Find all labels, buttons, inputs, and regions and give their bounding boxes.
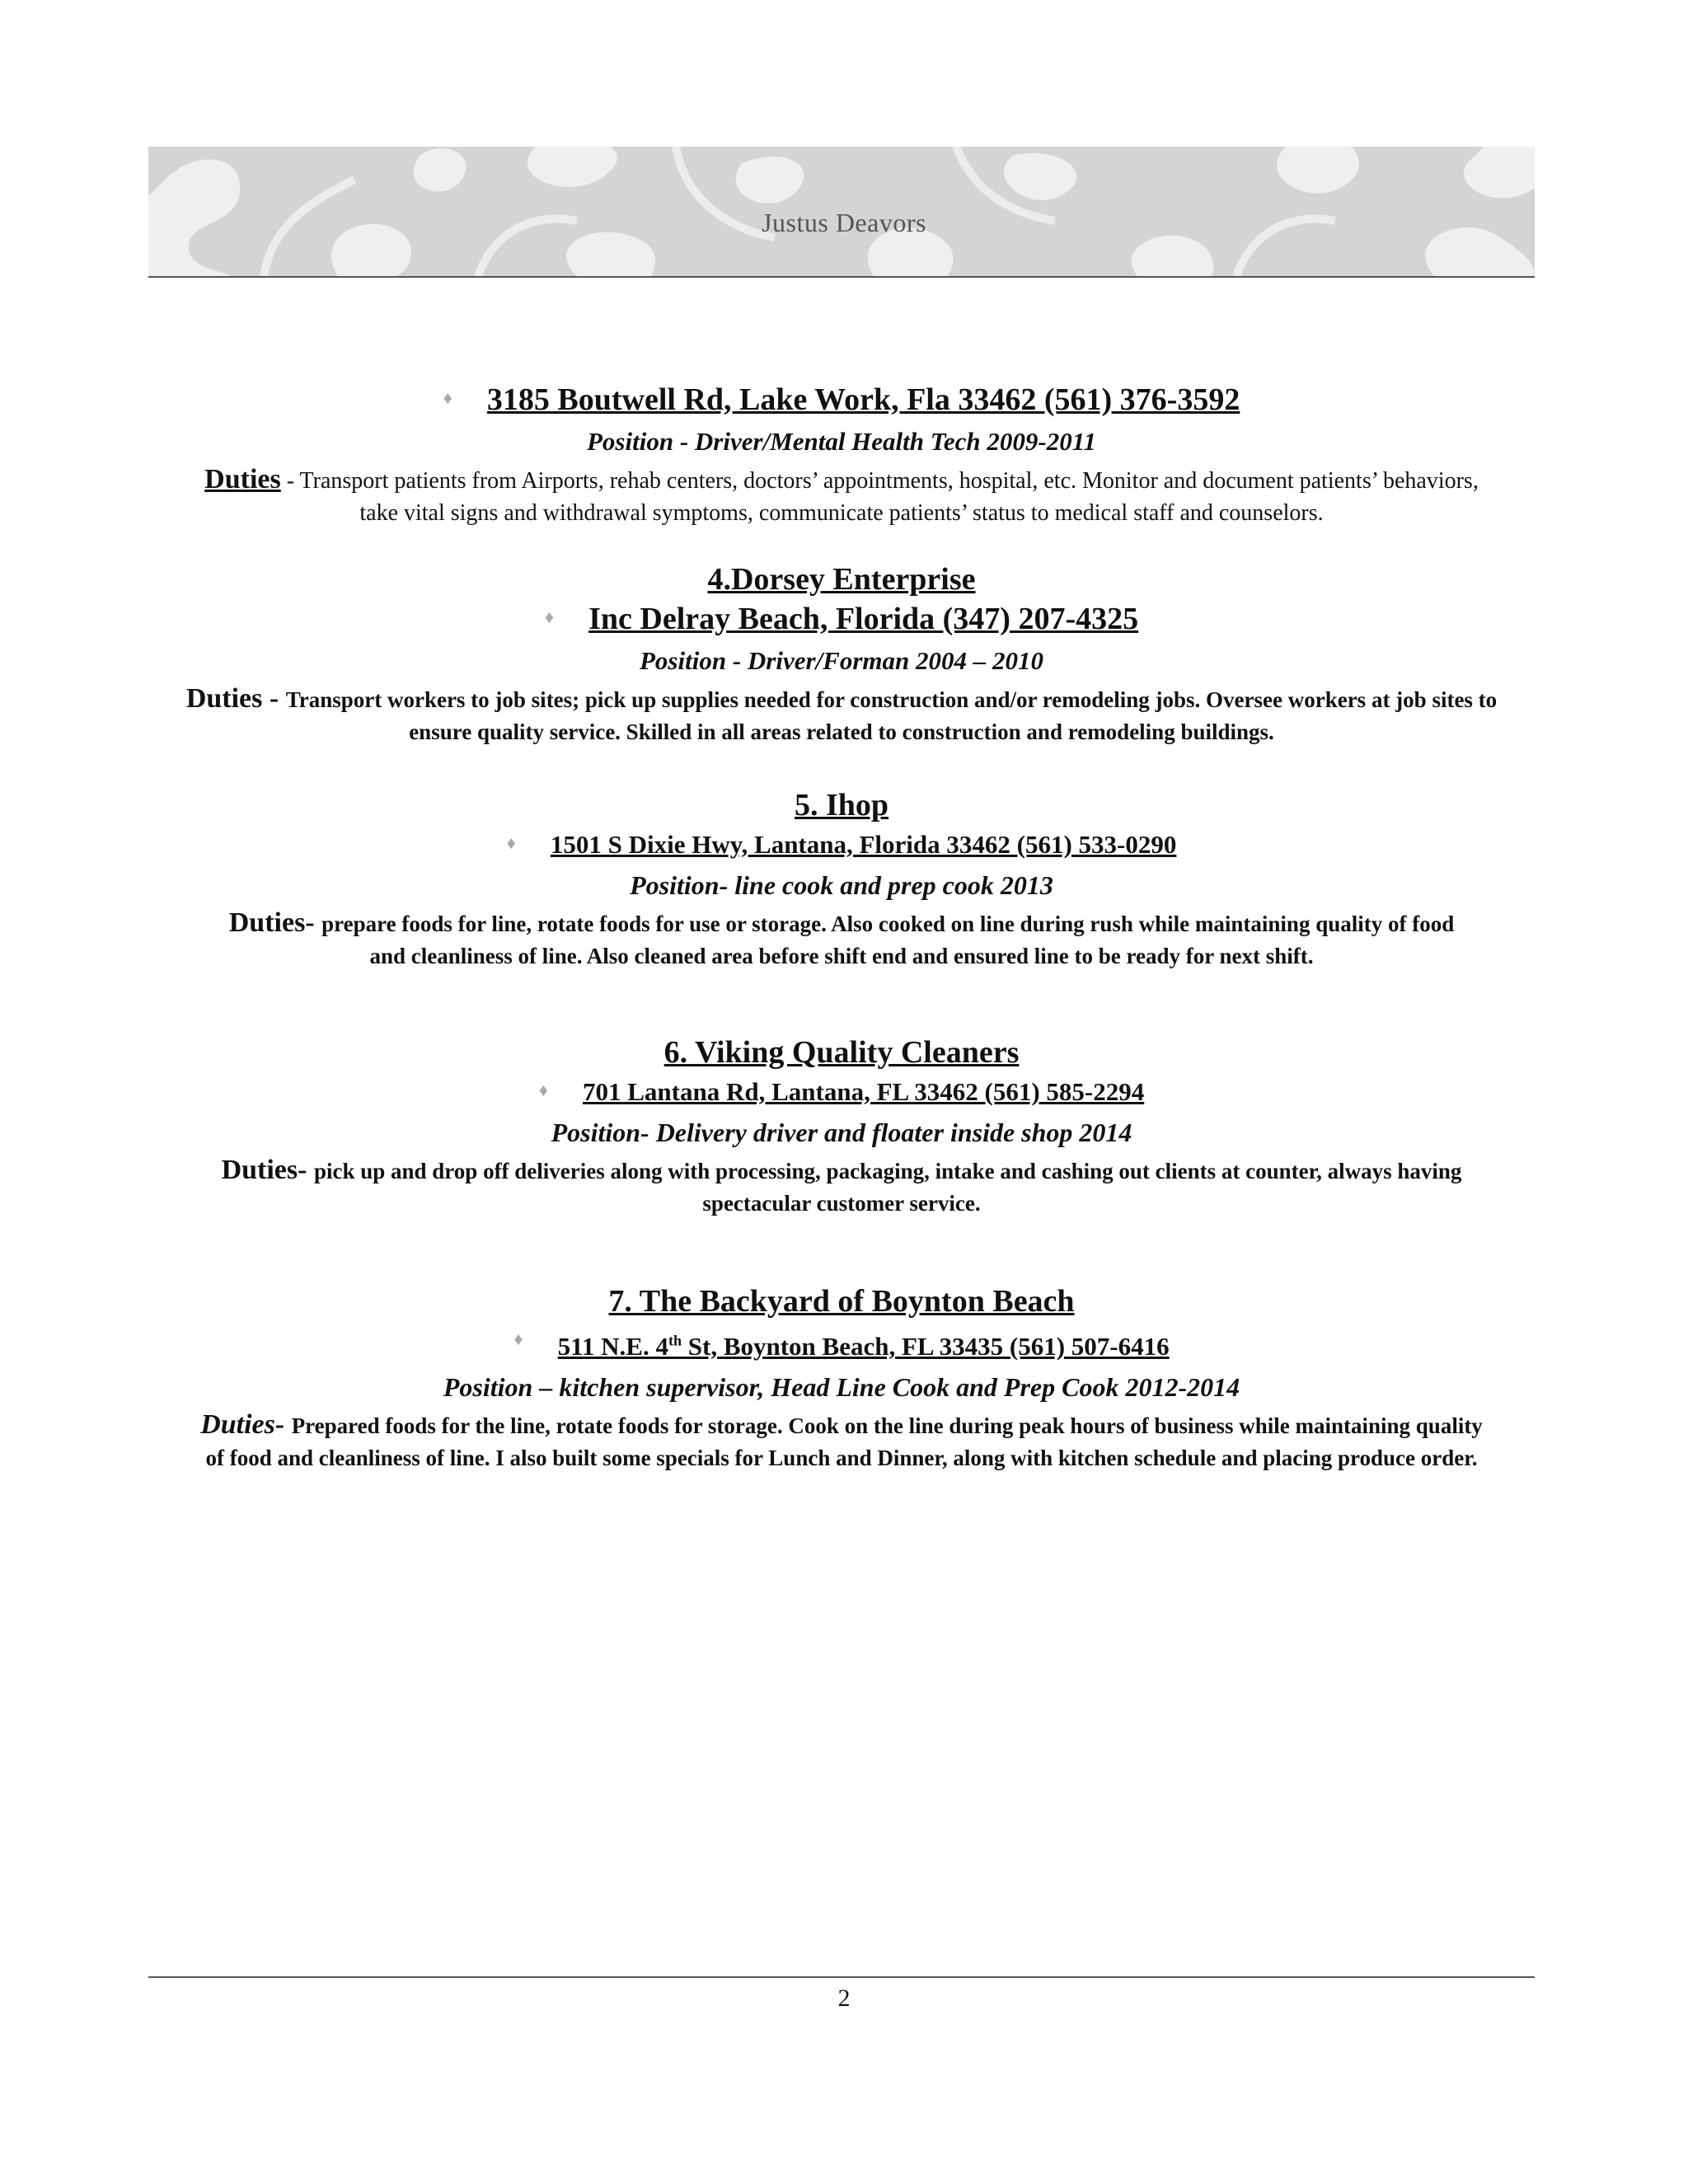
job-position: Position – kitchen supervisor, Head Line Cook and Prep Cook 2012-2014 (443, 1372, 1240, 1403)
diamond-bullet-icon: ♦ (443, 387, 452, 408)
header-divider (148, 276, 1535, 278)
diamond-bullet-icon: ♦ (513, 1329, 523, 1349)
duties-text: Transport workers to job sites; pick up supplies needed for construction and/or remodeling jobs. Oversee workers at job sites to ensure quality service. Skilled in all areas related to construction and remodeling buildings. (285, 687, 1498, 744)
job-position: Position- Delivery driver and floater inside shop 2014 (551, 1118, 1132, 1147)
company-address (558, 1332, 1170, 1361)
address-row (148, 826, 1535, 869)
address-row (148, 600, 1535, 644)
job-entry (148, 1032, 1535, 1220)
company-address: 1501 S Dixie Hwy, Lantana, Florida 33462 (561) 533-0290 (550, 830, 1177, 859)
duties-text: prepare foods for line, rotate foods for use or storage. Also cooked on line during rush while maintaining quality of food and cleanliness of line. Also cleaned area before shift end and ensured line to be ready for next shift. (321, 912, 1455, 968)
job-position: Position - Driver/Forman 2004 – 2010 (639, 646, 1043, 675)
job-entry (148, 1281, 1535, 1474)
job-entry (148, 559, 1535, 748)
header-name: Justus Deavors (762, 208, 926, 237)
job-duties (215, 907, 1468, 972)
job-duties (174, 682, 1509, 748)
duties-label: Duties- (221, 1155, 314, 1185)
page-number: 2 (837, 1985, 851, 2012)
company-name: 5. Ihop (794, 788, 889, 823)
address-row (148, 381, 1535, 425)
company-address: 3185 Boutwell Rd, Lake Work, Fla 33462 (561) 376-3592 (486, 382, 1240, 417)
company-name: 7. The Backyard of Boynton Beach (608, 1284, 1075, 1319)
duties-label: Duties (204, 464, 281, 494)
company-name: 4.Dorsey Enterprise (707, 562, 976, 597)
duties-label: Duties - (185, 683, 286, 714)
job-entry (148, 785, 1535, 972)
job-duties (199, 463, 1484, 529)
job-entry (148, 381, 1535, 529)
duties-label: Duties- (228, 907, 322, 938)
duties-text: Prepared foods for the line, rotate foods for storage. Cook on the line during peak hours of business while maintaining quality of food and cleanliness of line. I also built some specials for Lunch and Dinner, along with kitchen schedule and placing produce order. (205, 1413, 1483, 1471)
diamond-bullet-icon: ♦ (538, 1080, 548, 1100)
footer-divider (148, 1976, 1535, 1978)
job-position: Position- line cook and prep cook 2013 (630, 870, 1053, 900)
job-position: Position - Driver/Mental Health Tech 2009-2011 (586, 427, 1096, 456)
company-name: 6. Viking Quality Cleaners (663, 1035, 1020, 1070)
resume-content (148, 381, 1535, 1474)
duties-text: pick up and drop off deliveries along with processing, packaging, intake and cashing out clients at counter, always having spectacular customer service. (313, 1159, 1462, 1216)
job-duties (211, 1154, 1472, 1220)
job-duties (199, 1408, 1484, 1474)
address-row (148, 1073, 1535, 1116)
diamond-bullet-icon: ♦ (544, 607, 555, 627)
address-part: 511 N.E. 4 (557, 1332, 668, 1361)
address-part: St, Boynton Beach, FL 33435 (561) 507-6416 (682, 1332, 1170, 1361)
company-address: Inc Delray Beach, Florida (347) 207-4325 (588, 602, 1139, 636)
company-address: 701 Lantana Rd, Lantana, FL 33462 (561) 585-2294 (583, 1077, 1145, 1106)
duties-text: - Transport patients from Airports, rehab centers, doctors’ appointments, hospital, etc. Monitor and document patients’ behaviors, take vital signs and withdrawal symptoms, communicate patients’ status to medical staff and counselors. (280, 468, 1479, 526)
address-row (148, 1322, 1535, 1371)
ordinal-suffix: th (668, 1333, 682, 1349)
diamond-bullet-icon: ♦ (506, 832, 516, 853)
duties-label: Duties- (200, 1409, 292, 1441)
